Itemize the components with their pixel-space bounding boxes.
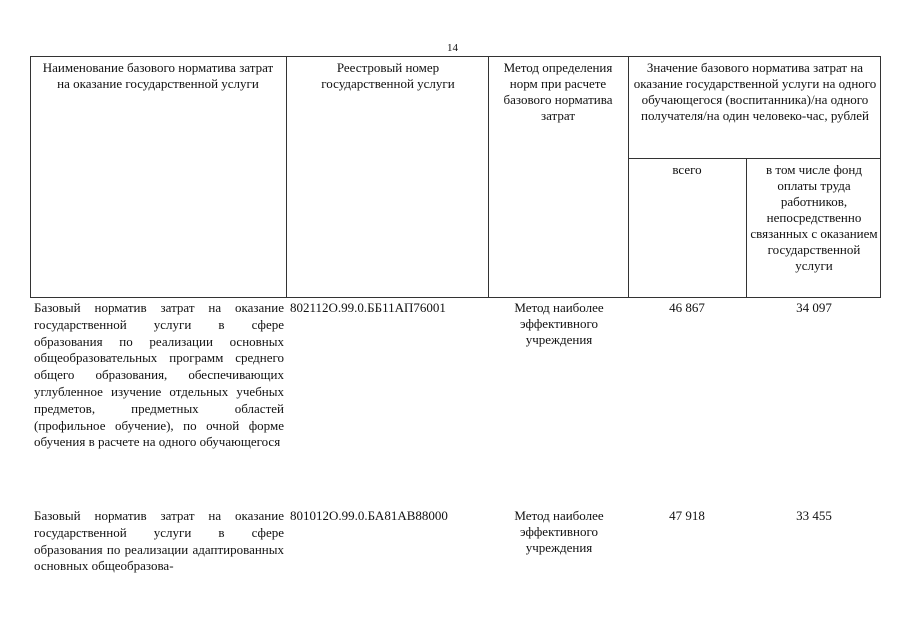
row-method: Метод наиболее эффективного учреждения [514,508,604,555]
header-bottom-border [30,297,881,298]
header-name: Наименование базового норматива затрат на оказание государственной услуги [42,60,274,91]
header-method: Метод определения норм при расчете базового норматива затрат [503,60,613,123]
row-registry: 802112О.99.0.ББ11АП76001 [290,300,446,315]
row-total: 46 867 [669,300,705,315]
row-name: Базовый норматив затрат на оказание государственной услуги в сфере образования по реализации основных общеобразовательных программ среднего общего образования, обеспечивающих углубленное изучение отдельных учебных предметов, предметных областей (профильное обучение), по очной форме обучения в расчете на одного обучающегося [34,300,284,450]
subcol-divider [746,158,747,297]
header-registry: Реестровый номер государственной услуги [321,60,455,91]
row-method: Метод наиболее эффективного учреждения [514,300,604,347]
subheader-fund: в том числе фонд оплаты труда работников, непосредственно связанных с оказанием государственной услуги [750,162,878,273]
row-fund: 33 455 [796,508,832,523]
row-fund: 34 097 [796,300,832,315]
row-total: 47 918 [669,508,705,523]
col-divider-2 [488,56,489,297]
table-top-border [30,56,881,57]
subheader-total: всего [672,162,702,177]
table-right-border [880,56,881,297]
col-divider-3 [628,56,629,297]
page-number: 14 [447,42,458,54]
row-registry: 801012О.99.0.БА81АВ88000 [290,508,448,523]
row-name: Базовый норматив затрат на оказание государственной услуги в сфере образования по реализации адаптированных основных общеобразова- [34,508,284,574]
table-left-border [30,56,31,297]
header-value: Значение базового норматива затрат на оказание государственной услуги на одного обучающегося (воспитанника)/на одного получателя/на один человеко-час, рублей [633,60,877,123]
subheader-divider [628,158,881,159]
col-divider-1 [286,56,287,297]
